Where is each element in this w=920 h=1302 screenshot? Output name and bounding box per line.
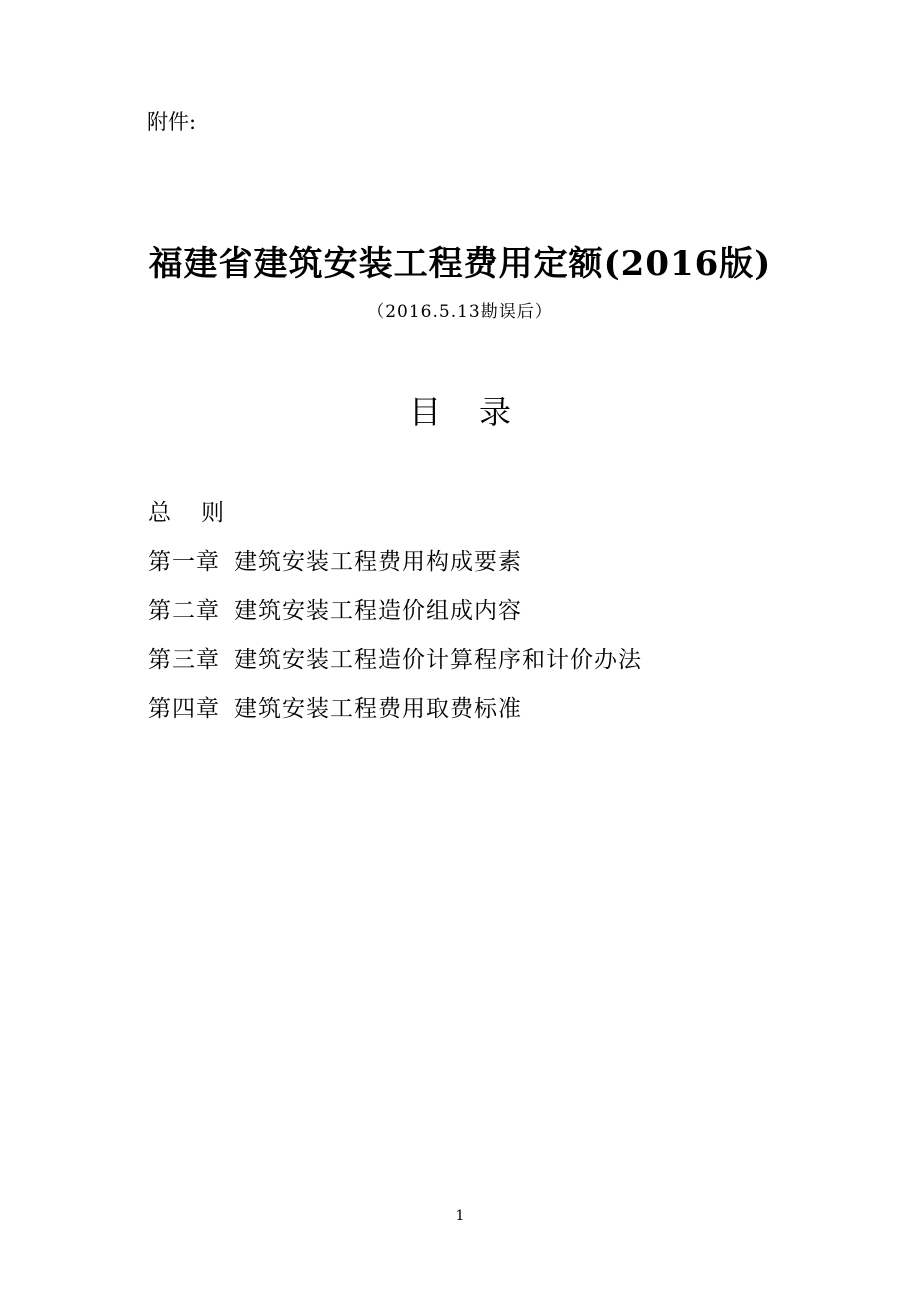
toc-item-chapter-3[interactable] [148, 636, 642, 685]
table-of-contents [148, 489, 642, 734]
toc-chapter-label: 总则 [148, 500, 254, 526]
toc-chapter-title: 建筑安装工程造价计算程序和计价办法 [234, 647, 642, 673]
toc-chapter-title: 建筑安装工程造价组成内容 [234, 598, 522, 624]
document-subtitle: （2016.5.13勘误后） [367, 302, 553, 322]
attachment-label: 附件: [147, 110, 197, 134]
toc-chapter-label: 第一章 [148, 549, 220, 575]
toc-chapter-label: 第四章 [148, 696, 220, 722]
toc-item-chapter-4[interactable] [148, 685, 642, 734]
toc-heading-second: 录 [479, 393, 512, 431]
toc-chapter-title: 建筑安装工程费用构成要素 [234, 549, 522, 575]
toc-item-general[interactable] [148, 489, 642, 538]
document-title: 福建省建筑安装工程费用定额(2016版) [148, 244, 772, 284]
toc-heading-first: 目 [408, 393, 441, 431]
toc-item-chapter-2[interactable] [148, 587, 642, 636]
toc-heading [0, 390, 920, 434]
toc-chapter-label: 第二章 [148, 598, 220, 624]
toc-chapter-title: 建筑安装工程费用取费标准 [234, 696, 522, 722]
toc-item-chapter-1[interactable] [148, 538, 642, 587]
page-number: 1 [455, 1208, 465, 1224]
toc-chapter-label: 第三章 [148, 647, 220, 673]
